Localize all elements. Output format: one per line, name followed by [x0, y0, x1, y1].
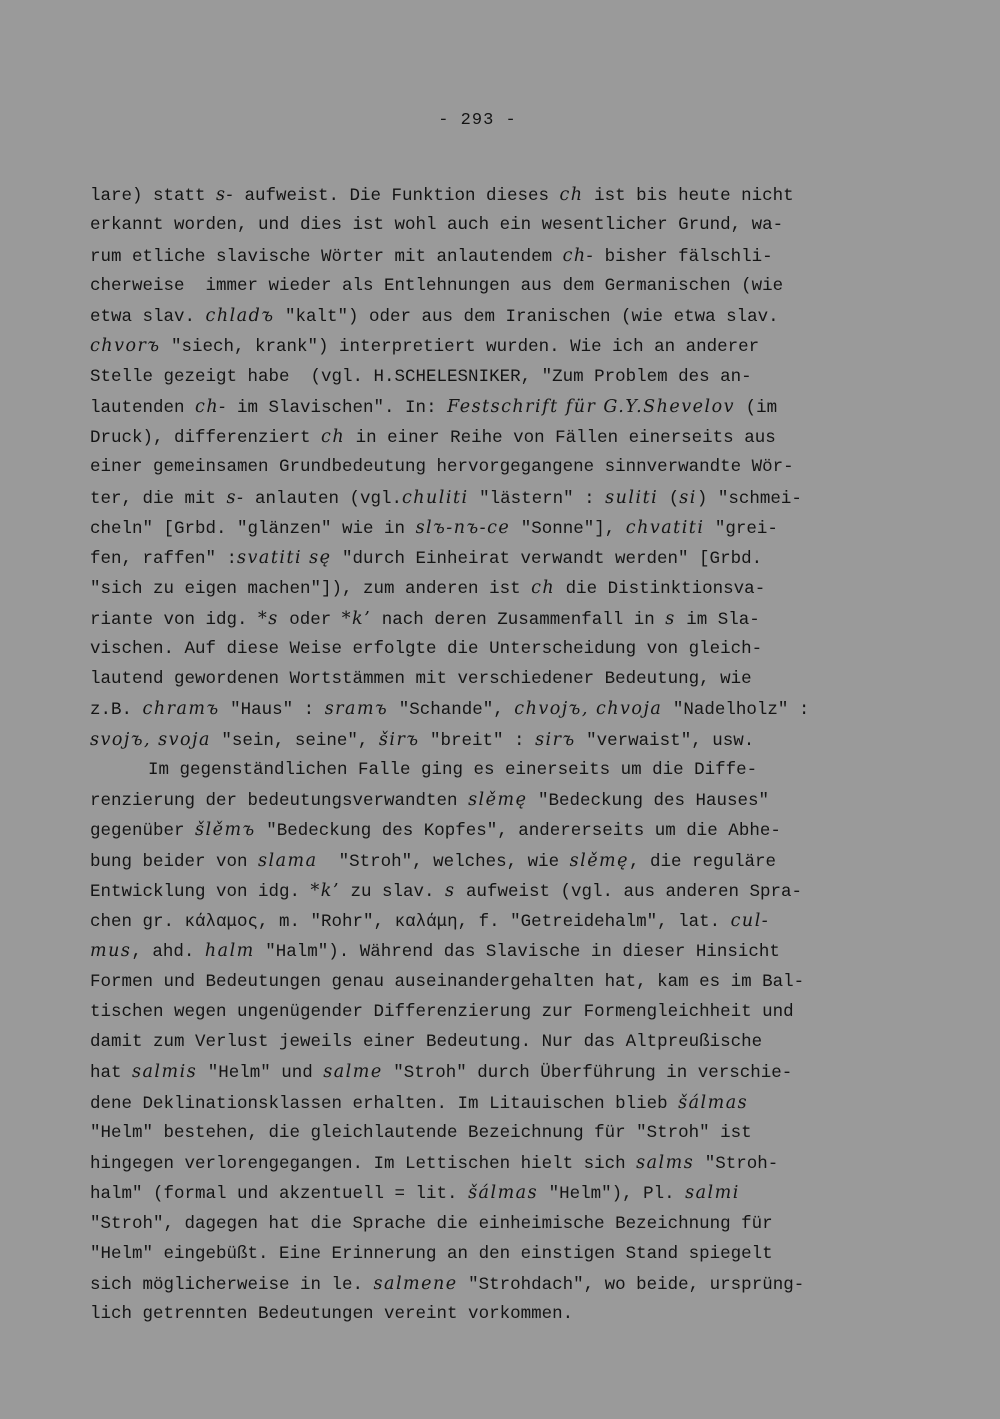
text-run: , m. "Rohr", [258, 912, 395, 932]
text-run: "kalt") oder aus dem Iranischen (wie etwa slav. [274, 307, 779, 327]
text-run: die Distinktionsva- [555, 579, 766, 600]
text-line [90, 755, 930, 785]
text-line [90, 664, 930, 694]
text-run: cheln" [Grbd. "glänzen" wie in [90, 518, 416, 539]
text-run: lich getrennten Bedeutungen vereint vorkommen. [90, 1304, 574, 1325]
text-line [90, 483, 930, 513]
text-run: "grei- [704, 518, 778, 539]
italic-word: halm [204, 941, 255, 962]
text-run: ist bis heute nicht [583, 186, 794, 206]
text-run: damit zum Verlust jeweils einer Bedeutung. Nur das Altpreußische [90, 1032, 763, 1052]
text-run: in einer Reihe von Fällen einerseits aus [345, 428, 776, 448]
text-run: einer gemeinsamen Grundbedeutung hervorgegangene sinnverwandte Wör- [90, 457, 794, 478]
italic-word: širъ [378, 729, 420, 750]
text-run: "lästern" : [468, 488, 606, 509]
italic-word: chvorъ [90, 336, 161, 357]
text-run: , f. "Getreidehalm", lat. [457, 912, 731, 932]
text-run: chen gr. [90, 912, 185, 932]
text-run: "Stroh", welches, wie [317, 851, 570, 872]
italic-word: svatiti sę [237, 548, 332, 568]
text-line [90, 513, 930, 543]
text-run: "Sonne"], [510, 518, 626, 539]
text-run: oder [278, 609, 342, 630]
text-run: "durch Einheirat verwandt werden" [Grbd. [331, 549, 763, 569]
italic-word: chuliti [401, 487, 469, 508]
text-run: "Helm"), Pl. [538, 1184, 686, 1205]
text-line [90, 1178, 930, 1208]
text-run: im Slavischen". In: [226, 397, 448, 418]
text-run: halm" (formal und akzentuell = lit. [90, 1184, 469, 1205]
text-run: "Schande", [388, 700, 515, 721]
text-run: Druck), differenziert [90, 428, 322, 448]
italic-word: salmis [132, 1062, 198, 1083]
text-run: "Helm" bestehen, die gleichlautende Bezeichnung für "Stroh" ist [90, 1122, 752, 1143]
text-run: Im gegenständlichen Falle ging es einerseits um die Diffe- [148, 759, 758, 780]
text-run: zu slav. [339, 881, 445, 902]
text-line [90, 634, 930, 664]
text-line [90, 1209, 930, 1239]
text-run: ( [658, 488, 680, 509]
text-line [90, 1299, 930, 1329]
italic-word: suliti [605, 487, 659, 508]
text-run: hat [90, 1063, 133, 1084]
text-line [90, 1088, 930, 1118]
text-line [90, 271, 930, 301]
text-run: lautend gewordenen Wortstämmen mit verschiedener Bedeutung, wie [90, 669, 752, 689]
italic-word: s- [226, 487, 245, 508]
italic-word: chvojъ, chvoja [514, 699, 663, 720]
italic-word: si [679, 487, 697, 508]
text-line [90, 785, 930, 815]
text-line [90, 573, 930, 603]
text-line [90, 604, 930, 634]
text-run: etwa slav. [90, 307, 206, 327]
text-line [90, 1118, 930, 1148]
text-run: Entwicklung von idg. [90, 881, 311, 902]
text-run: renzierung der bedeutungsverwandten [90, 791, 469, 811]
italic-word: cul- [730, 911, 770, 931]
text-run: cherweise immer wieder als Entlehnungen aus dem Germanischen (wie [90, 275, 784, 296]
italic-word: slama [258, 850, 318, 871]
italic-word: sirъ [535, 729, 576, 750]
text-run: "Strohdach", wo beide, ursprüng- [457, 1275, 805, 1295]
italic-word: salms [636, 1153, 695, 1173]
text-run: ter, die mit [90, 488, 227, 509]
text-line [90, 1057, 930, 1087]
italic-word: šlěmъ [195, 820, 256, 841]
text-run: "Bedeckung des Kopfes", andererseits um die Abhe- [255, 821, 781, 842]
italic-word: šálmas [468, 1183, 539, 1204]
italic-word: ch- [562, 245, 595, 266]
text-run: "Stroh- [694, 1154, 779, 1174]
text-line [90, 180, 930, 210]
text-run: vischen. Auf diese Weise erfolgte die Unterscheidung von gleich- [90, 638, 763, 659]
text-run: im Sla- [675, 609, 760, 630]
text-run: nach deren Zusammenfall in [371, 609, 666, 630]
text-run: "verwaist", usw. [575, 730, 755, 751]
italic-word: ch- [195, 396, 227, 417]
italic-word: s- [216, 185, 234, 205]
italic-word: svojъ, svoja [90, 729, 211, 750]
italic-word: slъ-nъ-ce [415, 517, 511, 538]
text-line [90, 1239, 930, 1269]
text-line [90, 967, 930, 997]
italic-word: chvatiti [625, 517, 705, 538]
text-run: fen, raffen" : [90, 549, 238, 569]
italic-word: chladъ [205, 306, 275, 326]
text-run: "Haus" : [219, 700, 325, 721]
text-run: "breit" : [419, 730, 536, 751]
text-run: "siech, krank") interpretiert wurden. Wie ich an anderer [160, 337, 760, 358]
text-run: , ahd. [131, 942, 205, 963]
italic-word: šálmas [678, 1092, 749, 1113]
text-line [90, 1269, 930, 1299]
text-line [90, 1027, 930, 1057]
text-run: "sein, seine", [210, 730, 379, 751]
text-run: Formen und Bedeutungen genau auseinandergehalten hat, kam es im Bal- [90, 971, 805, 992]
text-line [90, 301, 930, 331]
italic-word: Festschrift für G.Y.Shevelov [447, 396, 736, 417]
text-line [90, 452, 930, 482]
italic-word: *k’ [341, 608, 372, 629]
text-run: dene Deklinationsklassen erhalten. Im Litauischen blieb [90, 1093, 679, 1114]
italic-word: *k’ [310, 880, 340, 901]
text-line [90, 906, 930, 936]
text-line [90, 543, 930, 573]
text-run: lautenden [90, 397, 196, 418]
text-run: "Helm" eingebüßt. Eine Erinnerung an den einstigen Stand spiegelt [90, 1243, 773, 1264]
text-line [90, 422, 930, 452]
text-line [90, 876, 930, 906]
text-run: "Halm"). Während das Slavische in dieser Hinsicht [254, 942, 780, 963]
text-run: anlauten (vgl. [244, 488, 402, 509]
text-run: "Helm" und [197, 1063, 324, 1084]
text-run: erkannt worden, und dies ist wohl auch ein wesentlicher Grund, wa- [90, 215, 784, 236]
text-line [90, 331, 930, 361]
text-run: tischen wegen ungenügender Differenzierung zur Formengleichheit und [90, 1001, 794, 1022]
text-run: aufweist (vgl. aus anderen Spra- [455, 881, 803, 902]
text-run: Stelle gezeigt habe (vgl. H.SCHELESNIKER, "Zum Problem des an- [90, 366, 752, 387]
italic-word: salmi [685, 1183, 740, 1204]
italic-word: slěmę [569, 850, 630, 871]
text-run: "Bedeckung des Hauses" [527, 791, 769, 811]
italic-word: sramъ [324, 699, 389, 720]
italic-word: *s [258, 608, 279, 629]
italic-word: salme [323, 1062, 383, 1083]
text-run: , die reguläre [629, 851, 777, 872]
text-line [90, 694, 930, 724]
italic-word: salmene [373, 1274, 458, 1294]
text-line [90, 725, 930, 755]
text-run: "Nadelholz" : [662, 700, 810, 721]
text-line [90, 392, 930, 422]
italic-word: slěmę [468, 790, 528, 810]
italic-word: chramъ [142, 699, 220, 720]
greek-word: καλάμη [394, 912, 458, 932]
italic-word: s [445, 880, 456, 901]
text-line [90, 846, 930, 876]
italic-word: ch [531, 578, 556, 599]
text-line [90, 1148, 930, 1178]
text-run: aufweist. Die Funktion dieses [233, 186, 560, 206]
text-line [90, 362, 930, 392]
text-line [90, 997, 930, 1027]
italic-word: ch [321, 427, 346, 447]
body-text [90, 180, 930, 1330]
text-run: ) "schmei- [696, 488, 802, 509]
text-run: bung beider von [90, 851, 259, 872]
text-run: "Stroh" durch Überführung in verschie- [382, 1063, 793, 1084]
italic-word: s [665, 608, 676, 629]
italic-word: ch [559, 185, 584, 205]
text-run: (im [735, 397, 778, 418]
text-line [90, 936, 930, 966]
text-run: "sich zu eigen machen"]), zum anderen ist [90, 579, 532, 600]
text-run: bisher fälschli- [594, 246, 773, 267]
text-run: riante von idg. [90, 609, 259, 630]
text-line [90, 210, 930, 240]
text-line [90, 241, 930, 271]
text-run: lare) statt [90, 186, 217, 206]
page-number: - 293 - [438, 111, 517, 130]
text-run: hingegen verlorengegangen. Im Lettischen hielt sich [90, 1154, 637, 1174]
text-run: "Stroh", dagegen hat die Sprache die einheimische Bezeichnung für [90, 1213, 773, 1234]
text-run: sich möglicherweise in le. [90, 1275, 374, 1295]
text-line [90, 815, 930, 845]
text-run: z.B. [90, 700, 143, 721]
greek-word: κάλαμος [184, 912, 259, 932]
italic-word: mus [90, 941, 132, 962]
text-run: rum etliche slavische Wörter mit anlautendem [90, 246, 563, 267]
text-run: gegenüber [90, 821, 196, 842]
